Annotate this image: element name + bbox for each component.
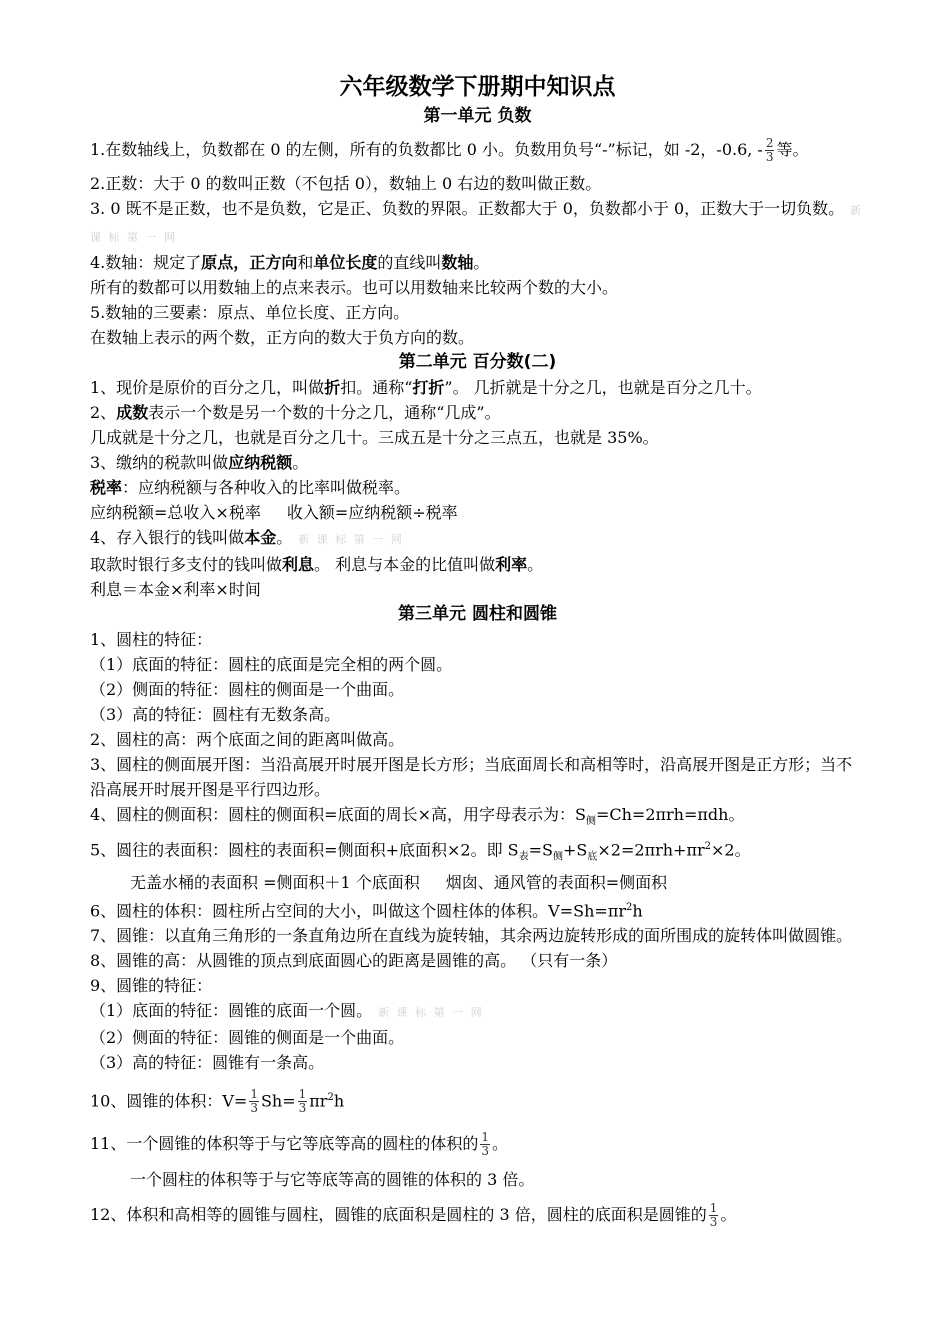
cylinder-side-feature: （2）侧面的特征：圆柱的侧面是一个曲面。 [90, 680, 405, 699]
unit-2-point-3: 3、缴纳的税款叫做应纳税额。 [90, 453, 309, 472]
unit-3-point-2: 2、圆柱的高：两个底面之间的距离叫做高。 [90, 730, 405, 749]
unit-3-point-12: 12、体积和高相等的圆锥与圆柱，圆锥的底面积是圆柱的 3 倍，圆柱的底面积是圆锥的 $\frac{1}{3}$ 。 [90, 1201, 737, 1230]
unit-3-heading: 第三单元 圆柱和圆锥 [398, 604, 557, 624]
document-page [90, 70, 865, 1238]
unit-2-point-1: 1、现价是原价的百分之几，叫做折扣。通称“打折”。 几折就是十分之几，也就是百分之几十。 [90, 378, 762, 397]
fraction-one-third: $\frac{1}{3}$ [298, 1087, 307, 1116]
cone-height-feature: （3）高的特征：圆锥有一条高。 [90, 1053, 325, 1073]
watermark: 新 课 标 第 一 网 [90, 204, 864, 244]
unit-2-interest: 取款时银行多支付的钱叫做利息。 利息与本金的比值叫做利率。 [90, 555, 544, 574]
fraction-two-thirds: $\frac{2}{3}$ [765, 136, 774, 164]
unit-1-point-5: 5.数轴的三要素：原点、单位长度、正方向。 [90, 303, 410, 322]
cone-side-feature: （2）侧面的特征：圆锥的侧面是一个曲面。 [90, 1028, 405, 1048]
unit-3-point-11: 11、一个圆锥的体积等于与它等底等高的圆柱的体积的 $\frac{1}{3}$ 。 [90, 1130, 509, 1159]
watermark: 新 课 标 第 一 网 [298, 533, 404, 546]
unit-3-surface-notes: 无盖水桶的表面积 =侧面积＋1 个底面积 烟囱、通风管的表面积=侧面积 [130, 872, 668, 892]
unit-2-tax-formulas: 应纳税额=总收入×税率 收入额=应纳税额÷税率 [90, 503, 458, 522]
unit-3-point-5: 5、圆往的表面积：圆柱的表面积=侧面积+底面积×2。即 $S_表=S_侧+S_底\times 2=2\pi rh+\pi r^2\times 2$。 [90, 840, 751, 863]
unit-1-point-3: 3. 0 既不是正数，也不是负数，它是正、负数的界限。正数都大于 0，负数都小于 0，正数大于一切负数。 新 课 标 第 一 网 [90, 199, 864, 244]
cylinder-height-feature: （3）高的特征：圆柱有无数条高。 [90, 705, 341, 724]
unit-1-point-2: 2.正数：大于 0 的数叫正数（不包括 0），数轴上 0 右边的数叫做正数。 [90, 174, 602, 193]
unit-1-compare-note: 在数轴上表示的两个数，正方向的数大于负方向的数。 [90, 328, 475, 347]
unit-2-point-2: 2、成数表示一个数是另一个数的十分之几，通称“几成”。 [90, 403, 501, 422]
unit-3-point-10: 10、圆锥的体积：V= $\frac{1}{3}$ Sh= $\frac{1}{3}$ $\pi r^2h$ [90, 1087, 345, 1116]
document-title: 六年级数学下册期中知识点 [339, 74, 616, 100]
unit-3-point-8: 8、圆锥的高：从圆锥的顶点到底面圆心的距离是圆锥的高。 （只有一条） [90, 951, 618, 971]
unit-2-heading: 第二单元 百分数(二) [398, 352, 557, 372]
unit-2-point-4: 4、存入银行的钱叫做本金。 新 课 标 第 一 网 [90, 528, 404, 547]
unit-3-point-3: 3、圆柱的侧面展开图：当沿高展开时展开图是长方形；当底面周长和高相等时，沿高展开图是正方形；当不沿高展开时展开图是平行四边形。 [90, 755, 853, 799]
fraction-one-third: $\frac{1}{3}$ [250, 1087, 258, 1116]
unit-3-point-4: 4、圆柱的侧面积：圆柱的侧面积=底面的周长×高，用字母表示为：$S_侧=Ch=2\pi rh=\pi dh$。 [90, 805, 745, 828]
unit-3-point-1: 1、圆柱的特征： [90, 630, 213, 649]
cylinder-base-feature: （1）底面的特征：圆柱的底面是完全相的两个圆。 [90, 655, 453, 674]
unit-1-point-4: 4.数轴：规定了原点，正方向和单位长度的直线叫数轴。 [90, 253, 490, 272]
watermark: 新 课 标 第 一 网 [378, 1006, 484, 1020]
unit-3-point-9: 9、圆锥的特征： [90, 976, 213, 996]
unit-2-tax-rate: 税率：应纳税额与各种收入的比率叫做税率。 [90, 478, 411, 497]
cone-base-feature: （1）底面的特征：圆锥的底面一个圆。 新 课 标 第 一 网 [90, 1001, 484, 1021]
fraction-one-third: $\frac{1}{3}$ [709, 1201, 718, 1230]
unit-1-point-1: 1.在数轴线上，负数都在 0 的左侧，所有的负数都比 0 小。负数用负号“-”标记，如 -2，-0.6, - $\frac{2}{3}$ 等。 [90, 136, 809, 164]
unit-1-heading: 第一单元 负数 [423, 106, 532, 126]
unit-2-cheng-note: 几成就是十分之几，也就是百分之几十。三成五是十分之三点五，也就是 35%。 [90, 428, 659, 447]
unit-3-point-7: 7、圆锥：以直角三角形的一条直角边所在直线为旋转轴，其余两边旋转形成的面所围成的旋转体叫做圆锥。 [90, 926, 853, 946]
unit-3-cylinder-volume-note: 一个圆柱的体积等于与它等底等高的圆锥的体积的 3 倍。 [130, 1170, 535, 1190]
unit-2-interest-formula: 利息＝本金×利率×时间 [90, 580, 261, 599]
unit-3-point-6: 6、圆柱的体积：圆柱所占空间的大小，叫做这个圆柱体的体积。$V=Sh=\pi r^2h$ [90, 901, 643, 921]
unit-1-number-line-note: 所有的数都可以用数轴上的点来表示。也可以用数轴来比较两个数的大小。 [90, 278, 619, 297]
fraction-one-third: $\frac{1}{3}$ [481, 1130, 490, 1159]
